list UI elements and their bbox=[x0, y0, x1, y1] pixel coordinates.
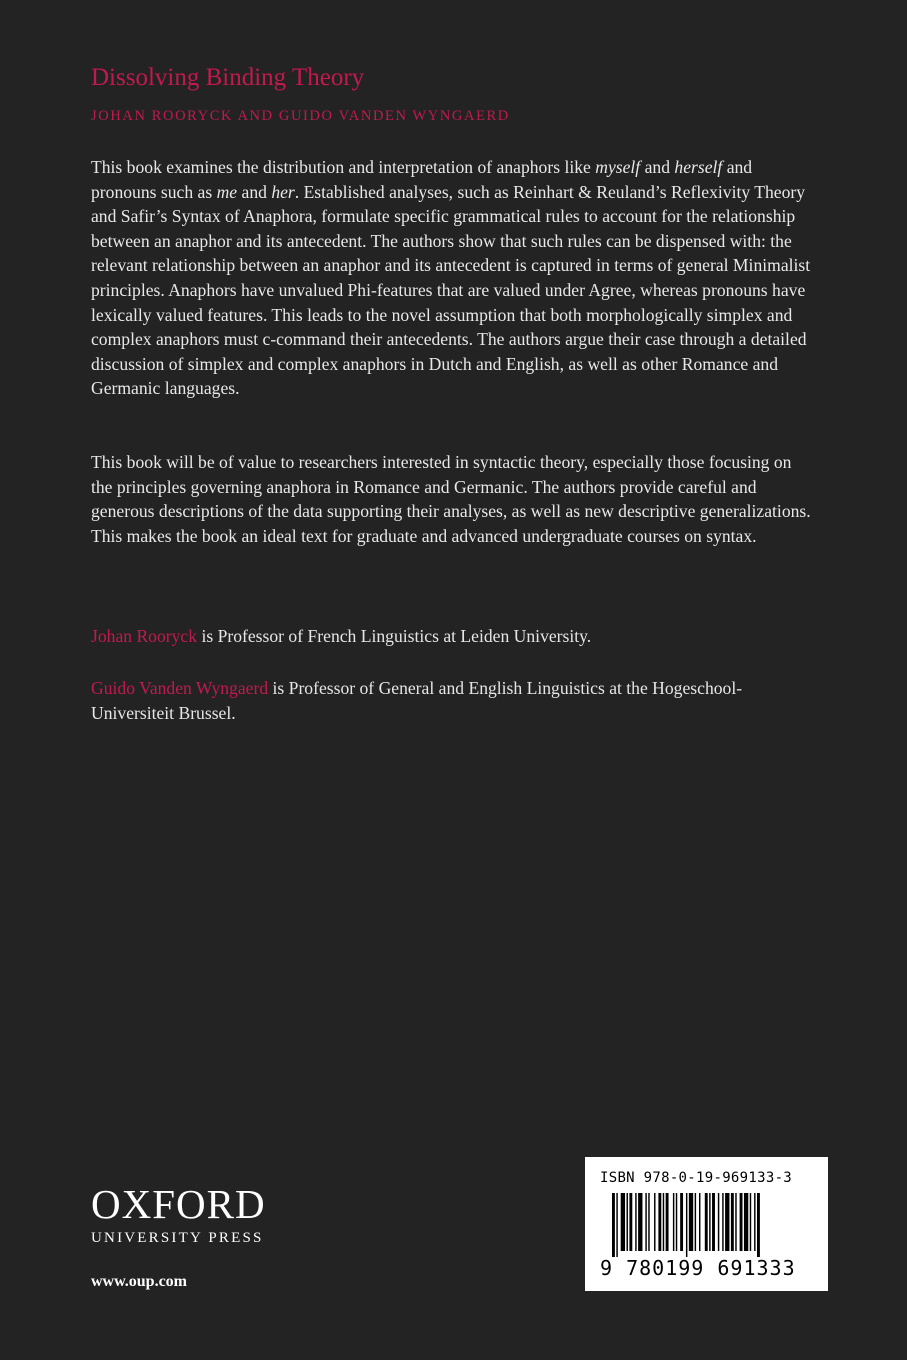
isbn-text: ISBN 978-0-19-969133-3 bbox=[600, 1170, 793, 1186]
description-paragraph-2: This book will be of value to researchers interested in syntactic theory, especially those focusing on the principles governing anaphora in Romance and Germanic. The authors provide careful and generous descriptions of the data supporting their analyses, as well as new descriptive generalizations. This makes the book an ideal text for graduate and advanced undergraduate courses on syntax. bbox=[91, 452, 811, 546]
text-run: . Established analyses, such as Reinhart & Reuland’s Reflexivity Theory and Safir’s Syntax of Anaphora, formulate specific grammatical rules to account for the relationship between an anaphor and its antecedent. The authors show that such rules can be dispensed with: the relevant relationship between an anaphor and its antecedent is captured in terms of general Minimalist principles. Anaphors have unvalued Phi-features that are valued under Agree, whereas pronouns have lexically valued features. This leads to the novel assumption that both morphologically simplex and complex anaphors must c-command their antecedents. The authors argue their case through a detailed discussion of simplex and complex anaphors in Dutch and English, as well as other Romance and Germanic languages. bbox=[91, 181, 811, 399]
barcode-label bbox=[585, 1157, 828, 1291]
italic-term: herself bbox=[674, 157, 723, 177]
publisher-subtitle: UNIVERSITY PRESS bbox=[91, 1230, 264, 1246]
publisher-logo bbox=[91, 1182, 266, 1247]
author-name: Guido Vanden Wyngaerd bbox=[91, 678, 269, 698]
bio-text: is Professor of French Linguistics at Leiden University. bbox=[197, 626, 592, 646]
author-bio-1 bbox=[91, 624, 811, 649]
italic-term: me bbox=[216, 181, 238, 202]
text-run: This book examines the distribution and interpretation of anaphors like bbox=[91, 157, 596, 177]
description-paragraph-1 bbox=[91, 155, 811, 401]
text-run: and pronouns such as bbox=[91, 157, 753, 202]
italic-term: her bbox=[271, 181, 295, 202]
author-name: Johan Rooryck bbox=[91, 626, 198, 646]
barcode-digits: 9 780199 691333 bbox=[600, 1256, 796, 1280]
italic-term: myself bbox=[595, 157, 641, 177]
author-bio-2 bbox=[91, 676, 811, 725]
book-title: Dissolving Binding Theory bbox=[91, 64, 365, 91]
publisher-url: www.oup.com bbox=[91, 1273, 188, 1290]
barcode-icon bbox=[612, 1193, 802, 1257]
book-authors: JOHAN ROORYCK AND GUIDO VANDEN WYNGAERD bbox=[91, 108, 510, 124]
publisher-name: OXFORD bbox=[91, 1181, 266, 1227]
bio-text: is Professor of General and English Linguistics at the Hogeschool-Universiteit Brussel. bbox=[91, 678, 743, 723]
text-run: and bbox=[237, 181, 272, 202]
text-run: and bbox=[640, 157, 675, 177]
